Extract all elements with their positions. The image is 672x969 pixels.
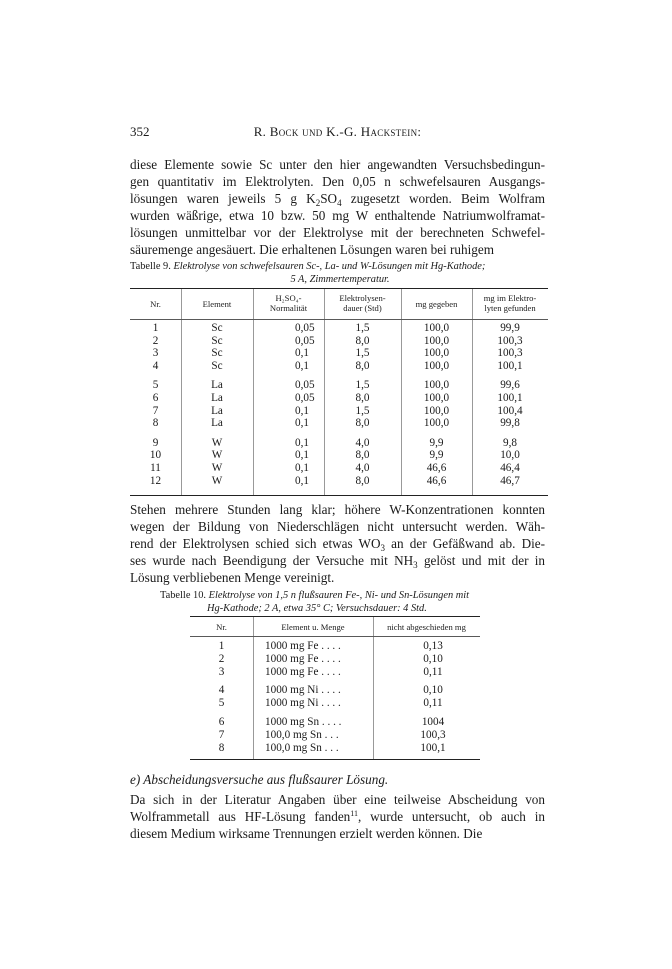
table10-cell: 0,10: [423, 652, 443, 665]
table9-cell: 8,0: [355, 334, 370, 347]
table9-cell: 4: [152, 359, 159, 372]
para2-line-5: Lösung verbliebenen Menge vereinigt.: [130, 570, 335, 586]
para1-line-2: gen quantitativ im Elektrolyten. Den 0,05 n schwefelsauren Ausgangs-: [130, 174, 545, 190]
table10-cell: 1000 mg Ni . . . .: [265, 697, 341, 710]
table9-cell: 100,0: [423, 322, 450, 334]
section-heading-e: e) Abscheidungsversuche aus flußsaurer Lösung.: [130, 772, 389, 787]
table9-caption-prefix: Tabelle 9.: [130, 261, 171, 272]
table9-header-dauer: [324, 293, 401, 313]
table10-cell: 1000 mg Fe . . . .: [265, 640, 341, 652]
table10-cell: 100,0 mg Sn . . .: [265, 728, 339, 741]
table10-cell: 5: [218, 697, 225, 710]
para1-line-1: diese Elemente sowie Sc unter den hier angewandten Versuchsbedingun-: [130, 157, 545, 172]
table10-header: [190, 617, 480, 636]
table9-cell: 100,0: [423, 404, 450, 417]
table10-cell: 1000 mg Fe . . . .: [265, 665, 341, 678]
table9-cell: 0,05: [295, 379, 315, 392]
paragraph-intro: [130, 156, 545, 259]
table9-cell: 46,7: [500, 474, 520, 487]
table9-cell: 12: [149, 474, 162, 487]
table10-cell: 0,13: [423, 640, 443, 652]
table10-cell: 1: [218, 640, 225, 652]
para3-line-2: Wolframmetall aus HF-Lösung fanden$^{11}$, wurde untersucht, ob auch in: [130, 809, 545, 825]
table9-cell: 10: [149, 449, 162, 462]
table9-cell: 9,9: [429, 436, 444, 449]
table9-cell: 46,4: [500, 462, 520, 474]
table10-cell: 0,11: [423, 697, 443, 710]
table9-cell: 0,1: [295, 417, 309, 430]
table9-cell: 1,5: [355, 379, 370, 392]
table9-cell: 100,1: [497, 359, 523, 372]
table10-cell: 0,11: [423, 665, 443, 678]
table10-cell: 1000 mg Sn . . . .: [265, 716, 342, 728]
table9-cell: W: [211, 449, 223, 462]
table9-cell: 8,0: [355, 474, 370, 487]
table10-cell: 1000 mg Ni . . . .: [265, 684, 341, 697]
table9-caption: [130, 260, 550, 286]
table9-cell: Sc: [211, 322, 223, 334]
table10-caption-line1: Elektrolyse von 1,5 n flußsauren Fe-, Ni- und Sn-Lösungen mit: [208, 590, 470, 601]
table10-caption-line2: Hg-Kathode; 2 A, etwa 35° C; Versuchsdauer: 4 Std.: [207, 603, 427, 614]
table9-cell: 0,1: [295, 474, 309, 487]
paragraph-middle: [130, 501, 545, 586]
table9-cell: 7: [152, 404, 159, 417]
table10-cell: 8: [218, 741, 225, 754]
table9-header: [130, 289, 548, 319]
page-number: 352: [130, 124, 150, 139]
table10-caption: [160, 589, 530, 615]
table9-header-gefunden-line1: mg im Elektro-: [483, 293, 537, 303]
table9-cell: 9,8: [503, 436, 517, 449]
para2-line-2: wegen der Bildung von Niederschlägen nicht untersucht werden. Wäh-: [130, 519, 545, 535]
table9-cell: 2: [152, 334, 159, 347]
table9-header-dauer-line2: dauer (Std): [343, 303, 382, 313]
table9-cell: W: [211, 474, 223, 487]
table10-cell: 100,3: [420, 728, 446, 741]
para1-line-6: säuremenge angesäuert. Die erhaltenen Lösungen waren bei ruhigem: [130, 242, 494, 258]
table10-cell: 4: [218, 684, 225, 697]
table9-cell: La: [211, 404, 223, 417]
table9-cell: 0,05: [295, 322, 315, 334]
table9-cell: 100,4: [497, 404, 523, 417]
table9-cell: Sc: [211, 334, 223, 347]
table9-header-normalitaet: [253, 293, 324, 313]
table9-cell: 0,1: [295, 449, 309, 462]
table9-cell: 6: [152, 392, 159, 404]
table9-cell: 10,0: [500, 449, 520, 462]
table9-cell: 100,0: [423, 379, 450, 392]
table9-cell: W: [211, 462, 223, 474]
table10-cell: 3: [218, 665, 225, 678]
table9-cell: 100,0: [423, 334, 450, 347]
table9-header-gefunden-line2: lyten gefunden: [484, 303, 536, 313]
table9-cell: 11: [150, 462, 161, 474]
table9-cell: 4,0: [355, 436, 370, 449]
table9-cell: 9: [152, 436, 159, 449]
table9-cell: 8: [152, 417, 159, 430]
paragraph-final: [130, 791, 545, 842]
table9-header-element: Element: [202, 299, 232, 309]
table9-caption-line1: Elektrolyse von schwefelsauren Sc-, La- und W-Lösungen mit Hg-Kathode;: [173, 261, 486, 272]
para3-line-3: diesem Medium wirksame Trennungen erzielt werden können. Die: [130, 826, 483, 842]
table9-cell: 3: [152, 347, 159, 360]
table9-cell: 1,5: [355, 404, 370, 417]
table9-cell: 100,3: [497, 347, 523, 360]
table9-cell: 0,1: [295, 404, 309, 417]
table10-cell: 1004: [421, 716, 445, 728]
table9-cell: W: [211, 436, 223, 449]
table9-cell: 8,0: [355, 417, 370, 430]
table10-cell: 100,0 mg Sn . . .: [265, 741, 339, 754]
table9-cell: 100,3: [497, 334, 523, 347]
table9-cell: 1,5: [355, 347, 370, 360]
table9-cell: 4,0: [355, 462, 370, 474]
para2-line-1: Stehen mehrere Stunden lang klar; höhere W-Konzentrationen konnten: [130, 502, 545, 517]
table9-cell: 99,9: [500, 322, 520, 334]
table9-cell: 0,1: [295, 347, 309, 360]
table10-cell: 1000 mg Fe . . . .: [265, 652, 341, 665]
table9-header-dauer-line1: Elektrolysen-: [339, 293, 386, 303]
table10-cell: 100,1: [420, 741, 446, 754]
table9-cell: 0,05: [295, 392, 315, 404]
table10-cell: 2: [218, 652, 225, 665]
table9-cell: 0,1: [295, 436, 309, 449]
para2-line-3: rend der Elektrolysen schied sich etwas $WO_3$ an der Gefäßwand ab. Die-: [130, 536, 545, 554]
table9-cell: 100,0: [423, 347, 450, 360]
table9-cell: 8,0: [355, 359, 370, 372]
table9-cell: Sc: [211, 359, 223, 372]
table10-header-element: Element u. Menge: [281, 622, 345, 632]
table9-cell: 0,1: [295, 462, 309, 474]
table9-header-norm-line1: H₂SO₄-: [275, 293, 302, 303]
table10-cell: 6: [218, 716, 225, 728]
para1-line-5: lösungen unmittelbar vor der Elektrolyse mit der berechneten Schwefel-: [130, 225, 545, 241]
para2-line-4: ses wurde nach Beendigung der Versuche mit $NH_3$ gelöst und mit der in: [130, 553, 545, 571]
table9-cell: 100,0: [423, 417, 450, 430]
table10-header-result: nicht abgeschieden mg: [387, 622, 466, 632]
para1-line-4: wurden wäßrige, etwa 10 bzw. 50 mg W enthaltende Natriumwolframat-: [130, 208, 545, 224]
table9-cell: 99,6: [500, 379, 520, 392]
table9-cell: 9,9: [429, 449, 444, 462]
table9-cell: 100,1: [497, 392, 523, 404]
table9-cell: 8,0: [355, 392, 370, 404]
table9-cell: 1,5: [355, 322, 370, 334]
table10-cell: 7: [218, 728, 225, 741]
para1-line-3: lösungen waren jeweils 5 g $K_2SO_4$ zugesetzt worden. Beim Wolfram: [130, 191, 546, 209]
para3-line-1: Da sich in der Literatur Angaben über eine teilweise Abscheidung von: [130, 792, 545, 807]
table9-cell: La: [211, 417, 223, 430]
table9-cell: 0,05: [295, 334, 315, 347]
running-title: R. Bock und K.-G. Hackstein:: [253, 124, 422, 139]
table9-cell: 100,0: [423, 359, 450, 372]
table9-cell: 5: [152, 379, 159, 392]
table9-cell: 1: [152, 322, 159, 334]
table9-header-norm-line2: Normalität: [269, 303, 308, 313]
table9-header-nr: Nr.: [150, 299, 161, 309]
table9-cell: 99,8: [500, 417, 520, 430]
table9-cell: 46,6: [426, 462, 447, 474]
table10-cell: 0,10: [423, 684, 443, 697]
table10-caption-prefix: Tabelle 10.: [160, 590, 207, 601]
table9-cell: 0,1: [295, 359, 309, 372]
table10-header-nr: Nr.: [216, 622, 227, 632]
table9-cell: 100,0: [423, 392, 450, 404]
table9-header-gefunden: [472, 293, 548, 313]
table9-caption-line2: 5 A, Zimmertemperatur.: [290, 274, 390, 285]
table9-cell: Sc: [211, 347, 223, 360]
table9-cell: 8,0: [355, 449, 370, 462]
table9-cell: La: [211, 392, 223, 404]
table9-cell: 46,6: [426, 474, 447, 487]
table9-header-gegeben: mg gegeben: [415, 299, 458, 309]
table9-cell: La: [211, 379, 223, 392]
